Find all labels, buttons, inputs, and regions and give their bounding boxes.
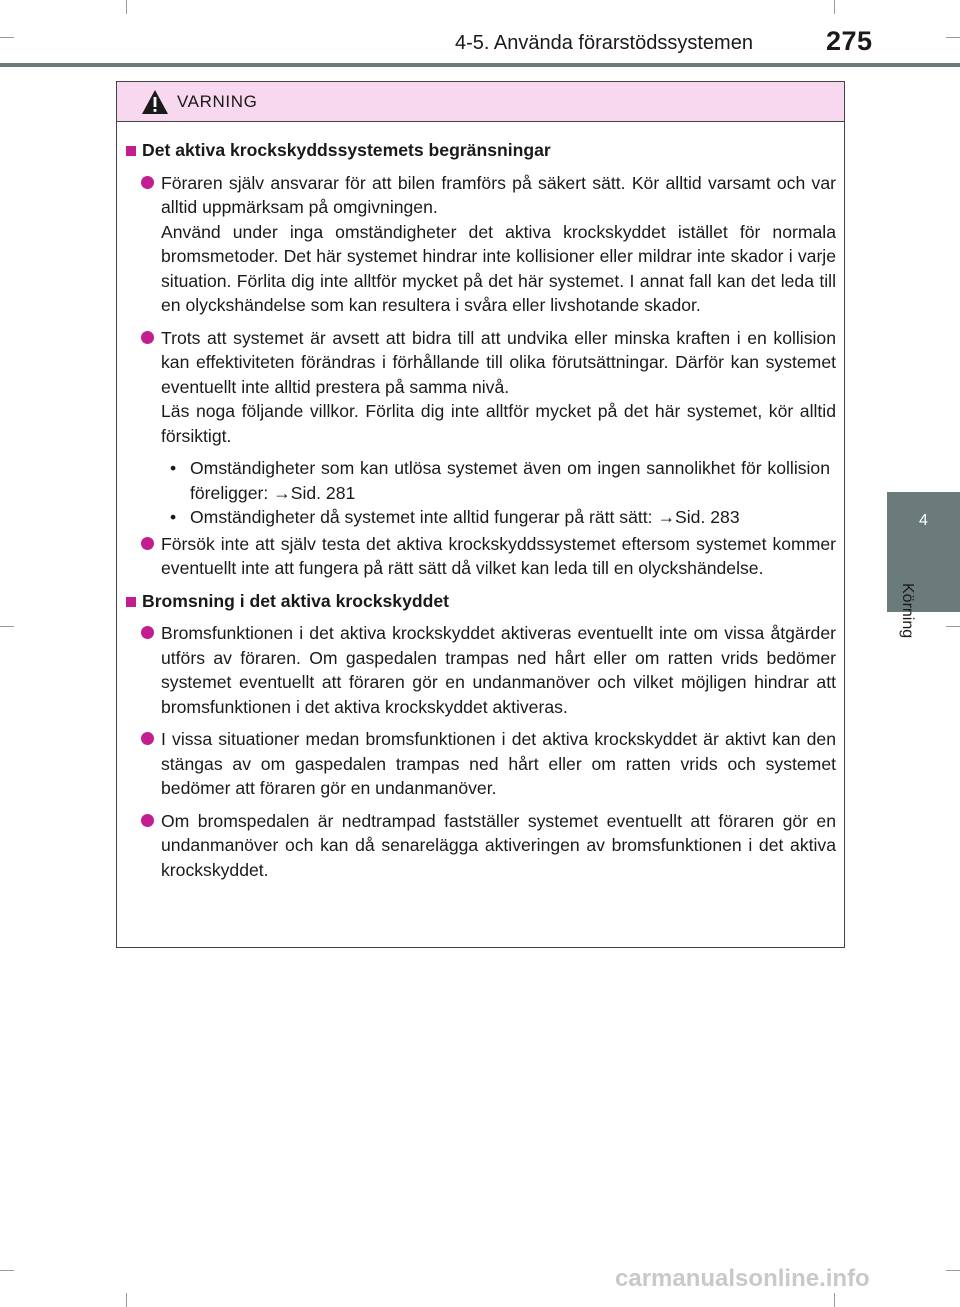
watermark: carmanualsonline.info bbox=[615, 1265, 870, 1292]
paragraph: Försök inte att själv testa det aktiva krockskyddssystemet eftersom systemet kommer eventuellt inte att fungera på rätt sätt då vilket kan leda till en olyckshändelse. bbox=[161, 533, 836, 578]
chapter-label: Körning bbox=[899, 583, 916, 639]
circle-bullet-icon bbox=[141, 814, 154, 827]
warning-label: VARNING bbox=[177, 91, 258, 111]
paragraph: I vissa situationer medan bromsfunktionen i det aktiva krockskyddet är aktivt kan den stängas av om gaspedalen trampas ned hårt eller om ratten vrids och systemet bedömer att föraren gör en undanmanöver. bbox=[161, 729, 836, 798]
crop-mark bbox=[946, 37, 960, 38]
crop-mark bbox=[946, 626, 960, 627]
circle-bullet-icon bbox=[141, 331, 154, 344]
list-item bbox=[126, 532, 836, 581]
square-bullet-icon bbox=[126, 597, 136, 607]
crop-mark bbox=[126, 0, 127, 14]
list-item bbox=[126, 727, 836, 801]
warning-body bbox=[117, 122, 844, 882]
circle-bullet-icon bbox=[141, 732, 154, 745]
circle-bullet-icon bbox=[141, 626, 154, 639]
crop-mark bbox=[0, 37, 14, 38]
warning-box bbox=[116, 81, 845, 948]
crop-mark bbox=[0, 626, 14, 627]
warning-triangle-icon bbox=[141, 89, 169, 115]
paragraph: Bromsfunktionen i det aktiva krockskyddet aktiveras eventuellt inte om vissa åtgärder utförs av föraren. Om gaspedalen trampas ned hårt eller om ratten vrids bedömer systemet eventuellt att föraren gör en undanmanöver och vilket möjligen hindrar att bromsfunktionen i det aktiva krockskyddet aktiveras. bbox=[161, 623, 836, 717]
section-heading: Det aktiva krockskyddssystemets begränsningar bbox=[126, 138, 836, 163]
dot-bullet-icon: • bbox=[170, 507, 177, 527]
paragraph: Trots att systemet är avsett att bidra till att undvika eller minska kraften i en kollision kan effektiviteten förändras i förhållande till olika förutsättningar. Därför kan systemet eventuellt inte alltid prestera på samma nivå. bbox=[161, 327, 836, 397]
square-bullet-icon bbox=[126, 146, 136, 156]
paragraph: Föraren själv ansvarar för att bilen framförs på säkert sätt. Kör alltid varsamt och var alltid uppmärksam på omgivningen. bbox=[161, 172, 836, 217]
chapter-number: 4 bbox=[919, 512, 928, 529]
paragraph: Använd under inga omständigheter det aktiva krockskyddet istället för normala bromsmetoder. Det här systemet hindrar inte kollisioner eller mildrar inte skador i varje situation. Förlita dig inte alltför mycket på det här systemet. I annat fall kan det leda till en olyckshändelse som kan resultera i svåra eller livshotande skador. bbox=[161, 221, 836, 315]
crop-mark bbox=[834, 1293, 835, 1307]
circle-bullet-icon bbox=[141, 176, 154, 189]
page-number: 275 bbox=[826, 26, 873, 56]
crop-mark bbox=[0, 1270, 14, 1271]
list-item bbox=[126, 171, 836, 318]
circle-bullet-icon bbox=[141, 537, 154, 550]
warning-header bbox=[117, 82, 844, 122]
list-item bbox=[126, 809, 836, 883]
section-title: 4-5. Använda förarstödssystemen bbox=[455, 32, 753, 54]
section-heading: Bromsning i det aktiva krockskyddet bbox=[126, 589, 836, 614]
list-item bbox=[126, 326, 836, 449]
paragraph: Läs noga följande villkor. Förlita dig inte alltför mycket på det här systemet, kör alltid försiktigt. bbox=[161, 401, 836, 446]
crop-mark bbox=[834, 0, 835, 14]
paragraph: Om bromspedalen är nedtrampad fastställer systemet eventuellt att föraren gör en undanmanöver och kan då senarelägga aktiveringen av bromsfunktionen i det aktiva krockskyddet. bbox=[161, 810, 836, 880]
sub-list-item: • Omständigheter som kan utlösa systemet även om ingen sannolikhet för kollision föreligger: →Sid. 281 bbox=[126, 456, 836, 505]
sub-list-item: • Omständigheter då systemet inte alltid fungerar på rätt sätt: →Sid. 283 bbox=[126, 505, 836, 530]
header-rule bbox=[0, 63, 960, 67]
list-item bbox=[126, 621, 836, 719]
crop-mark bbox=[126, 1293, 127, 1307]
crop-mark bbox=[946, 1270, 960, 1271]
dot-bullet-icon: • bbox=[170, 458, 177, 478]
